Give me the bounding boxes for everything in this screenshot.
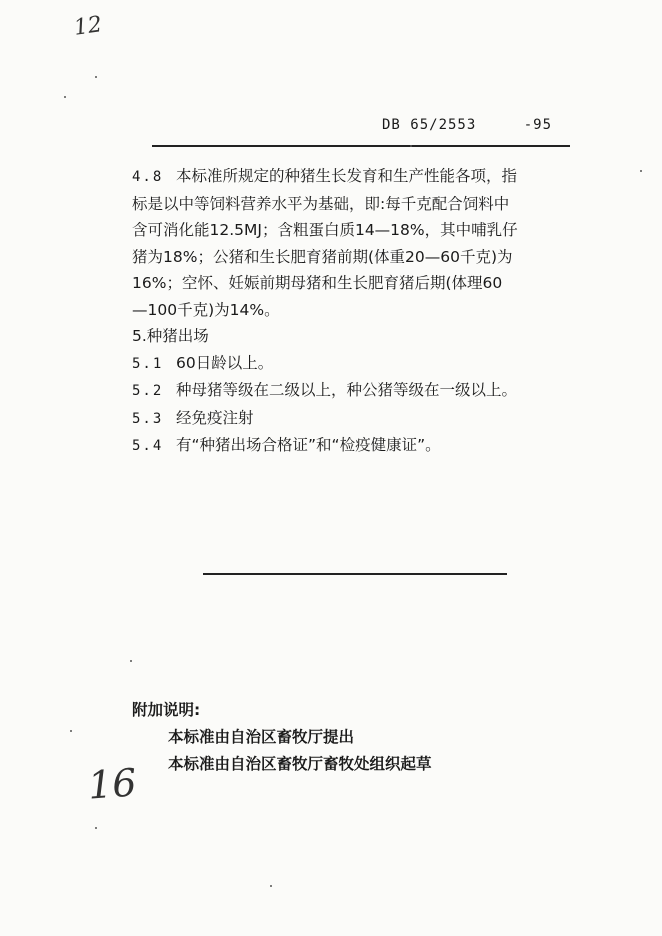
appendix-line: 本标准由自治区畜牧厅畜牧处组织起草 <box>168 755 432 773</box>
item-number: 5.4 <box>132 438 164 454</box>
page-number: -95 <box>523 117 553 133</box>
scan-speck <box>270 885 272 887</box>
appendix-line: 本标准由自治区畜牧厅提出 <box>168 728 355 746</box>
document-body <box>132 163 582 460</box>
item-text: 60日龄以上。 <box>176 353 274 372</box>
section-4-8-line: 含可消化能12.5MJ；含粗蛋白质14—18%，其中哺乳仔 <box>132 221 518 239</box>
scan-speck <box>95 827 97 829</box>
section-4-8-line: 猪为18%；公猪和生长肥育猪前期(体重20—60千克)为 <box>132 247 513 266</box>
list-item <box>132 377 582 405</box>
scan-speck <box>95 76 97 78</box>
scan-speck <box>130 660 132 662</box>
appendix-title: 附加说明: <box>132 701 201 719</box>
handwritten-page-mark-bottom: 16 <box>86 760 138 808</box>
list-item <box>132 432 582 460</box>
end-rule <box>203 573 507 575</box>
list-item <box>132 405 582 433</box>
item-text: 有“种猪出场合格证”和“检疫健康证”。 <box>176 436 441 454</box>
section-4-8-line: 标是以中等饲料营养水平为基础，即:每千克配合饲料中 <box>132 194 510 213</box>
handwritten-page-mark-top: 12 <box>72 12 104 41</box>
header-rule <box>152 145 570 147</box>
section-number: 4.8 <box>132 169 164 185</box>
list-item <box>132 350 582 378</box>
scan-speck <box>70 730 72 732</box>
section-4-8-line: 4.8 本标准所规定的种猪生长发育和生产性能各项，指 <box>132 163 582 191</box>
scan-speck <box>64 96 66 98</box>
scan-speck <box>410 145 412 147</box>
section-4-8-line: —100千克)为14%。 <box>132 300 280 319</box>
standard-code: DB 65/2553 <box>382 117 477 133</box>
item-text: 经免疫注射 <box>176 408 254 427</box>
item-number: 5.3 <box>132 410 164 427</box>
section-title: 5.种猪出场 <box>132 327 209 345</box>
item-number: 5.2 <box>132 383 164 399</box>
appendix <box>132 697 432 778</box>
item-text: 种母猪等级在二级以上，种公猪等级在一级以上。 <box>176 381 518 399</box>
page-header <box>382 117 552 133</box>
section-4-8-line: 16%；空怀、妊娠前期母猪和生长肥育猪后期(体理60 <box>132 274 503 292</box>
item-number: 5.1 <box>132 355 164 372</box>
scan-speck <box>640 170 642 172</box>
